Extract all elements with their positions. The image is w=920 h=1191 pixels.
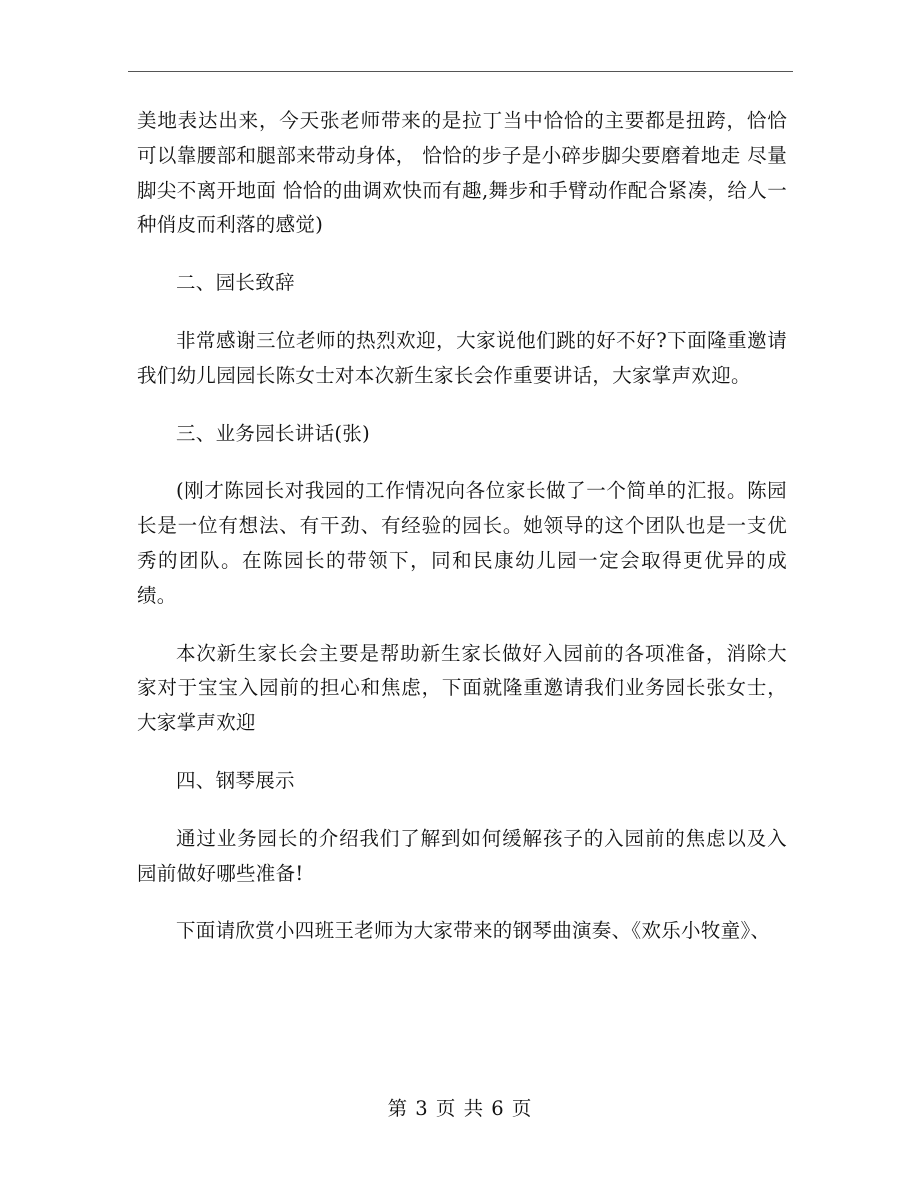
paragraph-principal-intro: 非常感谢三位老师的热烈欢迎，大家说他们跳的好不好?下面隆重邀请我们幼儿园园长陈女士对本次新生家长会作重要讲话，大家掌声欢迎。 xyxy=(137,328,787,387)
paragraph-piano-intro: 下面请欣赏小四班王老师为大家带来的钢琴曲演奏、《欢乐小牧童》、 xyxy=(176,919,771,943)
page-number: 第 3 页 共 6 页 xyxy=(387,1097,533,1120)
paragraph-continuation: 美地表达出来，今天张老师带来的是拉丁当中恰恰的主要都是扭跨，恰恰可以靠腰部和腿部来带动身体， 恰恰的步子是小碎步脚尖要磨着地走 尽量脚尖不离开地面 恰恰的曲调欢快而有趣,舞步和手臂动作配合紧凑，给人一种俏皮而利落的感觉) xyxy=(137,109,787,237)
header-rule xyxy=(128,71,793,72)
section-heading-business-principal: 三、业务园长讲话(张) xyxy=(176,421,371,445)
section-heading-piano-show: 四、钢琴展示 xyxy=(176,768,295,792)
section-heading-principal-speech: 二、园长致辞 xyxy=(176,271,295,295)
paragraph-report-summary: (刚才陈园长对我园的工作情况向各位家长做了一个简单的汇报。陈园长是一位有想法、有干劲、有经验的园长。她领导的这个团队也是一支优秀的团队。在陈园长的带领下，同和民康幼儿园一定会取得更优异的成绩。 xyxy=(137,479,787,607)
document-body xyxy=(137,104,787,972)
paragraph-transition: 通过业务园长的介绍我们了解到如何缓解孩子的入园前的焦虑以及入园前做好哪些准备! xyxy=(137,826,787,885)
paragraph-meeting-purpose: 本次新生家长会主要是帮助新生家长做好入园前的各项准备，消除大家对于宝宝入园前的担心和焦虑，下面就隆重邀请我们业务园长张女士，大家掌声欢迎 xyxy=(137,641,787,735)
